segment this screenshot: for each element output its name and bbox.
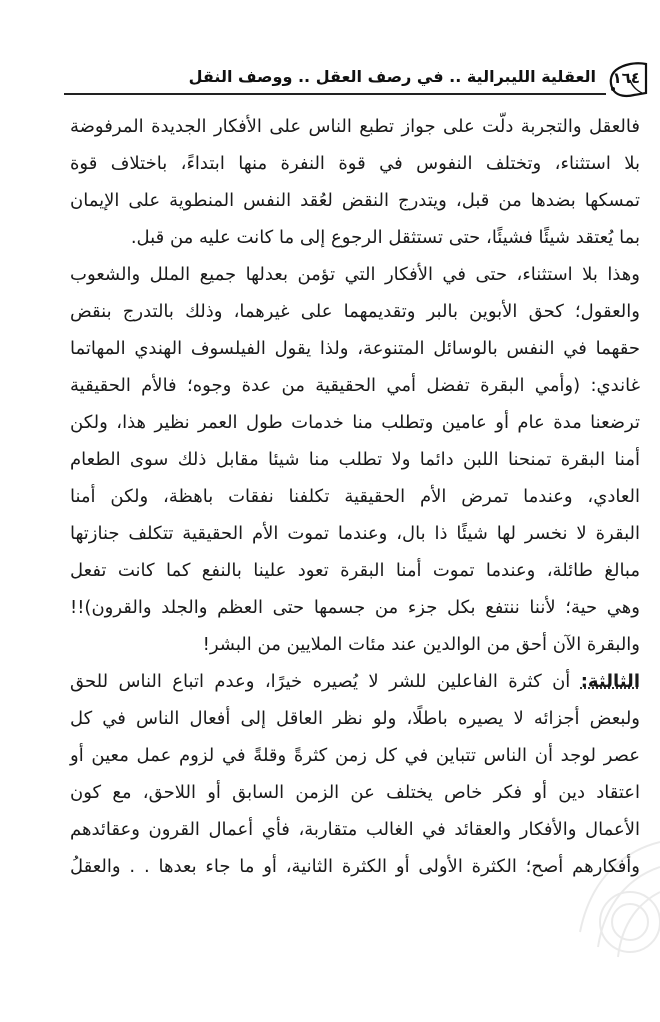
page-number-badge <box>606 60 648 98</box>
text-line: ترضعنا مدة عام أو عامين وتطلب منا خدمات طول العمر نظير هذا، ولكن <box>70 412 640 433</box>
text-line: غاندي: (وأمي البقرة تفضل أمي الحقيقية من عدة وجوه؛ فالأم الحقيقية <box>70 375 640 396</box>
text-line: وأفكارهم أصح؛ الكثرة الأولى أو الكثرة الثانية، أو ما جاء بعدها . . والعقلُ <box>70 856 640 877</box>
text-line: العادي، وعندما تمرض الأم الحقيقية تكلفنا نفقات باهظة، ولكن أمنا <box>70 486 640 507</box>
text-line: والبقرة الآن أحق من الوالدين عند مئات الملايين من البشر! <box>202 634 640 655</box>
text-line: مبالغ طائلة، وعندما تموت أمنا البقرة تعود علينا بالنفع كما كانت تفعل <box>70 560 640 581</box>
body-text <box>70 108 640 885</box>
text-line: عصر لوجد أن الناس تتباين في كل زمن كثرةً وقلةً في لزوم عمل معين أو <box>70 745 640 766</box>
text-line: تمسكها بضدها من قبل، ويتدرج النقض لعُقد النفس المنطوية على الإيمان <box>70 190 640 211</box>
running-title: العقلية الليبرالية .. في رصف العقل .. ووصف النقل <box>188 67 596 86</box>
header-divider <box>64 93 606 95</box>
text-line: البقرة لا نخسر لها شيئًا ذا بال، وعندما تموت الأم الحقيقية تتكلف جنازتها <box>70 523 640 544</box>
text-line: بما يُعتقد شيئًا فشيئًا، حتى تستثقل الرجوع إلى ما كانت عليه من قبل. <box>130 227 640 248</box>
text-line: ولبعض أجزائه لا يصيره باطلًا، ولو نظر العاقل إلى أفعال الناس في كل <box>70 708 640 729</box>
page-number: ١٦٤ <box>612 69 640 87</box>
third-point-line <box>70 663 640 700</box>
text-line: وهذا بلا استثناء، حتى في الأفكار التي تؤمن بعدلها جميع الملل والشعوب <box>70 264 640 285</box>
text-line: أن كثرة الفاعلين للشر لا يُصيره خيرًا، وعدم اتباع الناس للحق <box>70 671 571 692</box>
text-line: والعقول؛ كحق الأبوين بالبر وتقديمهما على غيرهما، وذلك بالتدرج بنقض <box>70 301 640 322</box>
text-line: حقهما في النفس بالوسائل المتنوعة، ولذا يقول الفيلسوف الهندي المهاتما <box>70 338 640 359</box>
decorative-corner-icon <box>480 822 660 962</box>
text-line: فالعقل والتجربة دلّت على جواز تطبع الناس على الأفكار الجديدة المرفوضة <box>70 116 640 137</box>
third-point-label: الثالثة: <box>580 671 640 692</box>
text-line: أمنا البقرة تمنحنا اللبن دائما ولا تطلب منا شيئا مقابل ذلك سوى الطعام <box>70 449 640 470</box>
text-line: وهي حية؛ لأننا ننتفع بكل جزء من جسمها حتى العظم والجلد والقرون)!! <box>70 597 640 618</box>
page-header <box>64 60 648 98</box>
text-line: بلا استثناء، وتختلف النفوس في قوة النفرة منها ابتداءً، باختلاف قوة <box>70 153 640 174</box>
text-line: الأعمال والأفكار والعقائد في الغالب متقاربة، فأي أعمال القرون وعقائدهم <box>70 819 640 840</box>
text-line: اعتقاد دين أو فكر خاص يختلف عن الزمن السابق أو اللاحق، مع كون <box>70 782 640 803</box>
